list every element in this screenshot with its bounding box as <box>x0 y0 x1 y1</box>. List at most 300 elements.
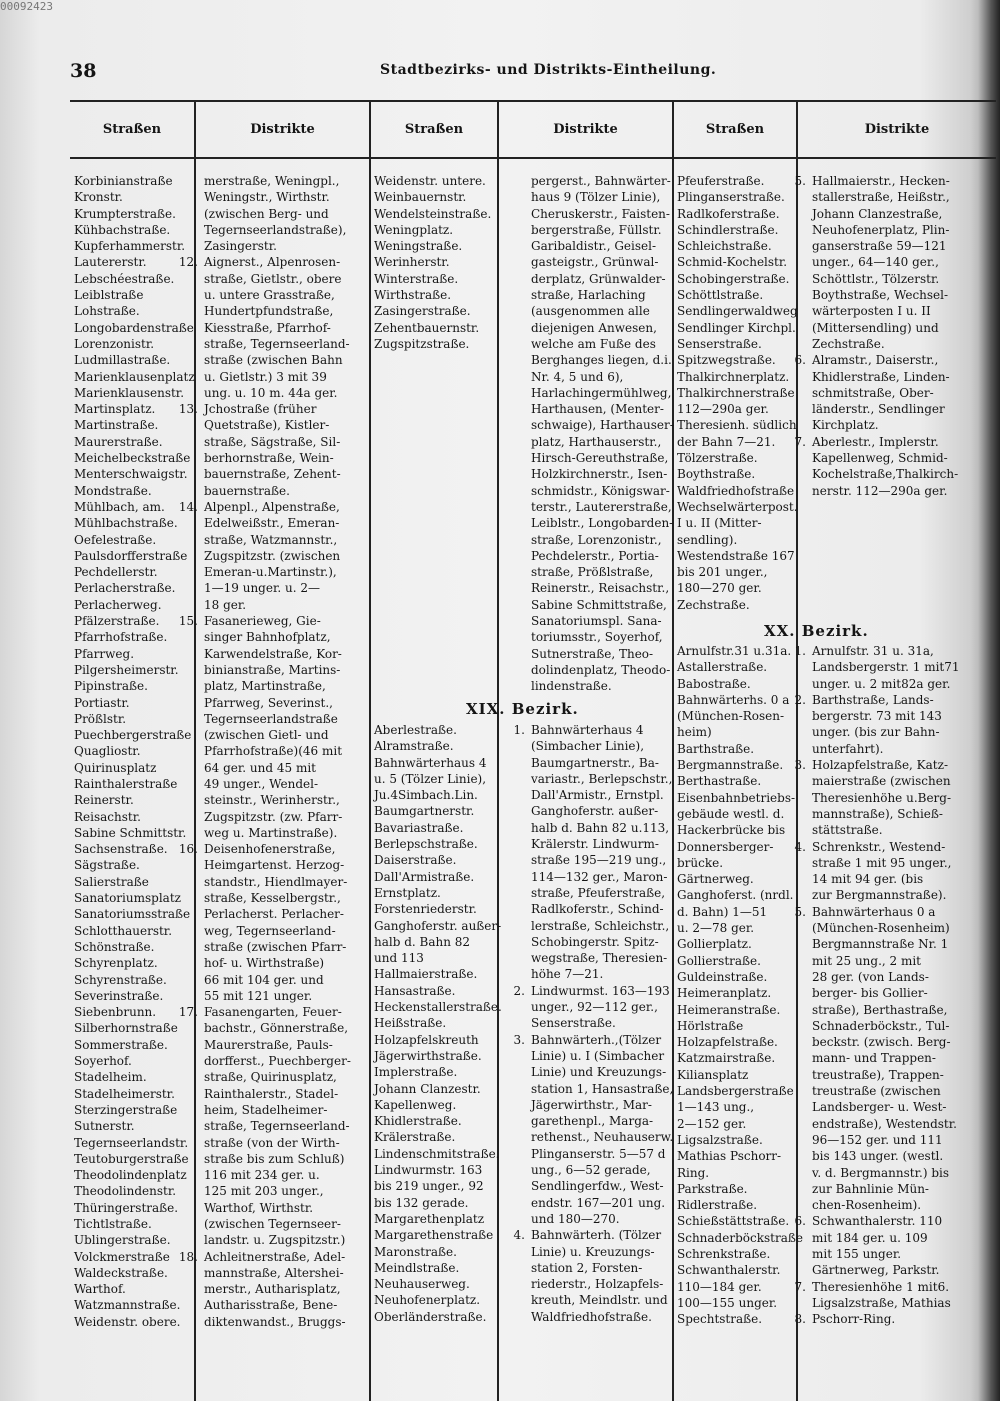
district-text: derplatz, Grünwalder- <box>531 271 666 286</box>
street-entry: Schyrenstraße. <box>74 972 167 987</box>
district-text: berger- bis Gollier- <box>812 986 928 1001</box>
district-line <box>172 874 351 890</box>
street-entry: Meindlstraße. <box>374 1260 460 1275</box>
district-text: straße 195—219 ung., <box>531 853 667 868</box>
street-entry: Kiliansplatz <box>677 1067 749 1082</box>
street-entry: Dall'Armistraße. <box>374 869 475 884</box>
street-entry: Leiblstraße <box>74 288 144 303</box>
district-line <box>780 659 960 675</box>
district-text: beckstr. (zwisch. Berg- <box>812 1035 951 1050</box>
district-line <box>172 320 351 336</box>
street-entry: Sanatoriumsstraße <box>74 907 191 922</box>
street-entry: Khidlerstraße. <box>374 1114 462 1129</box>
street-entry: Barthstraße. <box>677 741 755 756</box>
district-line <box>499 597 674 613</box>
street-entry: Schlotthauerstr. <box>74 923 173 938</box>
district-text: Aberlestr., Implerstr. <box>812 434 939 449</box>
street-entry: u. 2—78 ger. <box>677 921 755 936</box>
district-text: Pfarrweg, Severinst., <box>204 695 333 710</box>
street-entry: (München-Rosen- <box>677 709 785 724</box>
district-text: berhornstraße, Wein- <box>204 451 334 466</box>
district-line <box>499 966 673 982</box>
district-number <box>172 1118 204 1134</box>
street-entry: brücke. <box>677 855 724 870</box>
district-text: straße, Tegernseerland- <box>204 1119 350 1134</box>
district-line <box>499 499 674 515</box>
district-line <box>172 287 351 303</box>
street-entry: Weningplatz. <box>374 222 454 237</box>
district-text: dorfferst., Puechberger- <box>204 1054 351 1069</box>
district-text: 1—19 unger. u. 2— <box>204 581 320 596</box>
district-text: Leiblstr., Longobarden- <box>531 516 674 531</box>
district-line <box>499 1113 673 1129</box>
district-text: Boythstraße, Wechsel- <box>812 288 949 303</box>
district-text: Harthausen, (Menter- <box>531 402 664 417</box>
district-line <box>780 1002 960 1018</box>
district-text: Alpenpl., Alpenstraße, <box>204 499 340 514</box>
district-line <box>499 1097 673 1113</box>
district-line <box>780 1132 960 1148</box>
district-number <box>499 1195 531 1211</box>
district-number <box>499 1146 531 1162</box>
district-text: straße, Pfeuferstraße, <box>531 885 666 900</box>
district-line <box>499 1146 673 1162</box>
street-entry: Waldeckstraße. <box>74 1265 168 1280</box>
district-line <box>172 1020 351 1036</box>
district-number: 4. <box>794 839 806 854</box>
district-number <box>499 885 531 901</box>
street-entry: Martinsplatz. <box>74 402 156 417</box>
district-line <box>499 722 673 738</box>
street-entry: Pilgersheimerstr. <box>74 662 179 677</box>
district-number <box>499 1260 531 1276</box>
district-line <box>499 803 673 819</box>
street-entry: Schleichstraße. <box>677 239 772 254</box>
district-line <box>499 271 674 287</box>
district-text: straße (zwischen Bahn <box>204 353 343 368</box>
district-text: maierstraße (zwischen <box>812 774 951 789</box>
district-line <box>780 1034 960 1050</box>
district-line <box>780 320 958 336</box>
district-text: Deisenhofenerstraße, <box>204 842 336 857</box>
page-edge-shadow <box>978 0 1000 1401</box>
street-entry: Maurerstraße. <box>74 434 163 449</box>
district-line <box>172 1118 351 1134</box>
district-text: Dall'Armistr., Ernstpl. <box>531 788 664 803</box>
district-number <box>499 597 531 613</box>
district-text: Heimgartenst. Herzog- <box>204 858 345 873</box>
district-text: mit 155 unger. <box>812 1246 902 1261</box>
district-number: 7. <box>794 1279 806 1294</box>
district-line <box>499 869 673 885</box>
street-entry: Sutnerstr. <box>74 1119 135 1134</box>
district-line <box>780 953 960 969</box>
district-text: wegstraße, Theresien- <box>531 951 668 966</box>
district-number <box>172 189 204 205</box>
district-number <box>499 787 531 803</box>
district-number: 14. <box>178 499 198 514</box>
district-text: lindenstraße. <box>531 679 612 694</box>
district-line <box>172 532 351 548</box>
district-text: Gärtnerweg, Parkstr. <box>812 1263 940 1278</box>
district-line <box>172 1037 351 1053</box>
street-entry: Ridlerstraße. <box>677 1198 758 1213</box>
district-text: 125 mit 203 unger., <box>204 1184 324 1199</box>
street-entry: Aberlestraße. <box>374 723 457 737</box>
street-entry: Stadelheimerstr. <box>74 1086 175 1101</box>
district-number <box>172 1281 204 1297</box>
district-number <box>172 287 204 303</box>
district-text: 18 ger. <box>204 597 247 612</box>
column-rule <box>369 101 371 1401</box>
districts-column-1 <box>172 173 351 1330</box>
district-number <box>499 678 531 694</box>
district-line <box>499 369 674 385</box>
district-number <box>780 1295 812 1311</box>
district-line <box>780 254 958 270</box>
districts-column-3-top <box>780 173 958 499</box>
district-number <box>499 999 531 1015</box>
district-text: Schrenkstr., Westend- <box>812 839 946 854</box>
street-entry: Reisachstr. <box>74 809 141 824</box>
district-number <box>172 385 204 401</box>
district-number <box>172 320 204 336</box>
district-number <box>499 1292 531 1308</box>
street-entry: Donnersberger- <box>677 839 774 854</box>
district-number <box>172 1314 204 1330</box>
district-line <box>499 646 674 662</box>
district-number <box>499 836 531 852</box>
street-entry: Schyrenplatz. <box>74 956 158 971</box>
district-number <box>780 1050 812 1066</box>
district-text: heim, Stadelheimer- <box>204 1102 328 1117</box>
district-text: 66 mit 104 ger. und <box>204 972 324 987</box>
district-line <box>780 839 960 855</box>
district-text: straße, Kesselbergstr., <box>204 891 341 906</box>
district-number <box>499 271 531 287</box>
district-text: Tegernseerlandstraße <box>204 711 338 726</box>
street-entry: Babostraße. <box>677 676 751 691</box>
street-entry: Paulsdorfferstraße <box>74 548 188 563</box>
district-text: straße, Tegernseerland- <box>204 336 350 351</box>
district-number <box>172 1265 204 1281</box>
district-text: bergerstr. 73 mit 143 <box>812 709 942 724</box>
district-text: merstr., Autharisplatz, <box>204 1282 341 1297</box>
district-line <box>499 1081 673 1097</box>
street-entry: Pfeuferstraße. <box>677 174 765 188</box>
street-entry: halb d. Bahn 82 <box>374 934 471 949</box>
district-line <box>499 548 674 564</box>
district-text: straße, Harlaching <box>531 288 646 303</box>
district-line <box>780 1165 960 1181</box>
district-number <box>780 790 812 806</box>
district-text: Arnulfstr. 31 u. 31a, <box>812 644 934 658</box>
district-text: (zwischen Tegernseer- <box>204 1217 341 1231</box>
street-entry: Silberhornstraße <box>74 1021 178 1036</box>
district-number <box>499 206 531 222</box>
district-text: Holzapfelstraße, Katz- <box>812 758 949 773</box>
street-entry: Watzmannstraße. <box>74 1298 181 1313</box>
street-entry: Schönstraße. <box>74 939 155 954</box>
street-entry: Werinherstr. <box>374 255 450 270</box>
district-text: Perlacherst. Perlacher- <box>204 907 344 922</box>
street-entry: Bahnwärterhs. 0 a <box>677 692 790 707</box>
district-line <box>780 643 960 659</box>
district-number: 17. <box>178 1005 198 1020</box>
district-text: Bahnwärterhaus 4 <box>531 723 644 737</box>
district-text: Kiesstraße, Pfarrhof- <box>204 320 331 335</box>
district-text: Waldfriedhofstraße. <box>531 1309 652 1324</box>
street-entry: Baumgartnerstr. <box>374 804 475 819</box>
district-line <box>780 741 960 757</box>
district-line <box>780 773 960 789</box>
district-number <box>780 1132 812 1148</box>
district-number <box>780 1116 812 1132</box>
district-line <box>499 1292 673 1308</box>
district-line <box>172 352 351 368</box>
district-line <box>780 385 958 401</box>
district-number <box>780 303 812 319</box>
street-entry: Korbinianstraße <box>74 174 173 188</box>
street-entry: Sendlinger Kirchpl. <box>677 320 796 335</box>
bezirk-xix-heading: XIX. Bezirk. <box>466 700 579 718</box>
district-text: Krälerstr. Lindwurm- <box>531 837 659 852</box>
district-line <box>172 564 351 580</box>
district-number: 3. <box>794 758 806 773</box>
street-entry: Kapellenweg. <box>374 1097 457 1112</box>
district-text: station 2, Forsten- <box>531 1260 643 1275</box>
district-number <box>172 532 204 548</box>
district-number <box>172 939 204 955</box>
district-number <box>172 825 204 841</box>
street-entry: Weningstraße. <box>374 239 463 254</box>
district-line <box>172 825 351 841</box>
districts-column-2-bottom <box>499 722 673 1325</box>
district-text: merstraße, Weningpl., <box>204 174 340 188</box>
district-line <box>780 969 960 985</box>
district-number: 1. <box>513 723 525 737</box>
district-line <box>172 629 351 645</box>
district-text: straße, Watzmannstr., <box>204 532 338 547</box>
district-text: unterfahrt). <box>812 741 884 756</box>
district-line <box>172 939 351 955</box>
district-line <box>780 936 960 952</box>
street-entry: Thalkirchnerstraße <box>677 385 795 400</box>
street-entry: Mühlbach, am. <box>74 499 165 514</box>
district-line <box>499 352 674 368</box>
district-number <box>499 434 531 450</box>
district-number: 15. <box>178 614 198 629</box>
street-entry: 2—152 ger. <box>677 1116 747 1131</box>
district-line <box>780 1279 960 1295</box>
district-number <box>499 1048 531 1064</box>
header-bottom-rule <box>70 157 996 159</box>
district-line <box>172 662 351 678</box>
district-line <box>499 1129 673 1145</box>
street-entry: Wirthstraße. <box>374 288 452 303</box>
district-text: Schöttlstr., Tölzerstr. <box>812 271 940 286</box>
district-text: mannstraße, Altershei- <box>204 1265 344 1280</box>
street-entry: Weidenstr. untere. <box>374 174 486 188</box>
district-line <box>499 1195 673 1211</box>
district-number <box>499 629 531 645</box>
street-entry: Soyerhof. <box>74 1054 132 1069</box>
district-line <box>780 1050 960 1066</box>
district-number <box>172 1135 204 1151</box>
district-text: Alramstr., Daiserstr., <box>812 353 939 368</box>
district-number <box>172 972 204 988</box>
district-line <box>499 450 674 466</box>
district-number <box>499 1178 531 1194</box>
district-number <box>499 417 531 433</box>
running-head: Stadtbezirks- und Distrikts-Eintheilung. <box>380 62 717 78</box>
district-text: 114—132 ger., Maron- <box>531 869 668 884</box>
district-number <box>172 515 204 531</box>
street-entry: Gollierplatz. <box>677 937 752 952</box>
district-line <box>172 189 351 205</box>
district-number: 2. <box>794 692 806 707</box>
district-line <box>172 890 351 906</box>
street-entry: Ernstplatz. <box>374 885 441 900</box>
district-text: Bahnwärterh. (Tölzer <box>531 1228 662 1243</box>
district-text: Warthof, Wirthstr. <box>204 1200 314 1215</box>
street-entry: Krälerstraße. <box>374 1130 456 1145</box>
district-number <box>499 548 531 564</box>
district-number <box>499 401 531 417</box>
district-line <box>780 887 960 903</box>
district-line <box>499 983 673 999</box>
street-entry: Warthof. <box>74 1282 126 1297</box>
district-text: riederstr., Holzapfels- <box>531 1277 664 1292</box>
district-text: stättstraße. <box>812 823 883 838</box>
district-number <box>780 1148 812 1164</box>
street-entry: Severinstraße. <box>74 988 164 1003</box>
district-line <box>172 336 351 352</box>
district-line <box>499 1178 673 1194</box>
street-entry: Holzapfelstraße. <box>677 1035 778 1050</box>
street-entry: Ganghoferst. (nrdl. <box>677 888 794 903</box>
street-entry: Gollierstraße. <box>677 953 761 968</box>
district-number <box>172 1167 204 1183</box>
district-line <box>499 580 674 596</box>
district-text: mannstraße), Schieß- <box>812 806 943 821</box>
col-header-districts-2: Distrikte <box>553 121 618 137</box>
district-text: kreuth, Meindlstr. und <box>531 1293 668 1308</box>
district-number <box>172 874 204 890</box>
district-text: Johann Clanzestraße, <box>812 206 943 221</box>
district-number <box>172 1216 204 1232</box>
street-entry: Margarethenplatz <box>374 1211 485 1226</box>
street-entry: Oefelestraße. <box>74 532 157 547</box>
district-text: Theresienhöhe u.Berg- <box>812 790 952 805</box>
district-line <box>780 904 960 920</box>
district-number <box>780 1230 812 1246</box>
street-entry: Hallmaierstraße. <box>374 967 478 982</box>
district-text: Linie) und Kreuzungs- <box>531 1065 667 1080</box>
street-entry: Prößlstr. <box>74 711 127 726</box>
district-number <box>499 613 531 629</box>
district-text: Hirsch-Gereuthstraße, <box>531 451 669 466</box>
street-entry: Kronstr. <box>74 190 123 205</box>
street-entry: Guldeinstraße. <box>677 969 768 984</box>
district-line <box>499 1162 673 1178</box>
district-text: mit 25 ung., 2 mit <box>812 953 922 968</box>
district-text: bergerstraße, Füllstr. <box>531 222 662 237</box>
district-text: (München-Rosenheim) <box>812 921 950 936</box>
district-text: Neuhofenerplatz, Plin- <box>812 222 950 237</box>
district-text: Zugspitzstr. (zw. Pfarr- <box>204 809 343 824</box>
district-number <box>172 434 204 450</box>
district-text: platz, Martinstraße, <box>204 679 326 694</box>
district-line <box>172 1249 351 1265</box>
district-number <box>499 222 531 238</box>
district-text: straße, Prößlstraße, <box>531 565 654 580</box>
district-text: unger., 64—140 ger., <box>812 255 939 270</box>
district-line <box>780 1181 960 1197</box>
district-number <box>780 676 812 692</box>
street-entry: Pfarrweg. <box>74 646 135 661</box>
district-number <box>499 564 531 580</box>
district-number <box>780 871 812 887</box>
district-text: variastr., Berlepschstr., <box>531 771 673 786</box>
street-entry: Eisenbahnbetriebs- <box>677 790 796 805</box>
district-text: Karwendelstraße, Kor- <box>204 646 342 661</box>
district-number <box>780 985 812 1001</box>
district-text: u. untere Grasstraße, <box>204 288 335 303</box>
district-text: v. d. Bergmannstr.) bis <box>812 1165 950 1180</box>
district-number <box>780 287 812 303</box>
district-line <box>780 1148 960 1164</box>
district-number <box>780 1099 812 1115</box>
district-text: Kirchplatz. <box>812 418 879 433</box>
district-number <box>499 189 531 205</box>
district-text: zur Bergmannstraße). <box>812 888 947 903</box>
district-line <box>499 999 673 1015</box>
district-line <box>780 1295 960 1311</box>
street-entry: Perlacherstraße. <box>74 581 176 596</box>
street-entry: Marienklausenstr. <box>74 385 185 400</box>
col-header-streets-2: Straßen <box>404 121 464 137</box>
district-number <box>499 771 531 787</box>
district-text: straße (von der Wirth- <box>204 1135 340 1150</box>
street-entry: Parkstraße. <box>677 1181 748 1196</box>
district-number <box>172 352 204 368</box>
district-text: (Simbacher Linie), <box>531 739 645 754</box>
district-number <box>780 1262 812 1278</box>
streets-column-2-bottom <box>374 722 502 1325</box>
district-text: Plinganserstr. 5—57 d <box>531 1146 666 1161</box>
district-text: Sabine Schmittstraße, <box>531 597 667 612</box>
district-line <box>780 206 958 222</box>
district-number <box>172 1069 204 1085</box>
street-entry: Schöttlstraße. <box>677 288 764 303</box>
district-line <box>780 238 958 254</box>
district-number <box>499 820 531 836</box>
district-number <box>499 1244 531 1260</box>
district-line <box>780 920 960 936</box>
district-line <box>499 336 674 352</box>
street-entry: Menterschwaigstr. <box>74 467 188 482</box>
district-line <box>499 613 674 629</box>
district-number <box>499 385 531 401</box>
district-number <box>499 320 531 336</box>
street-entry: Maronstraße. <box>374 1244 457 1259</box>
district-number <box>172 776 204 792</box>
district-number <box>499 483 531 499</box>
district-text: Schnaderböckstr., Tul- <box>812 1018 950 1033</box>
district-text: straße (zwischen Pfarr- <box>204 939 347 954</box>
district-text: welche am Fuße des <box>531 336 656 351</box>
